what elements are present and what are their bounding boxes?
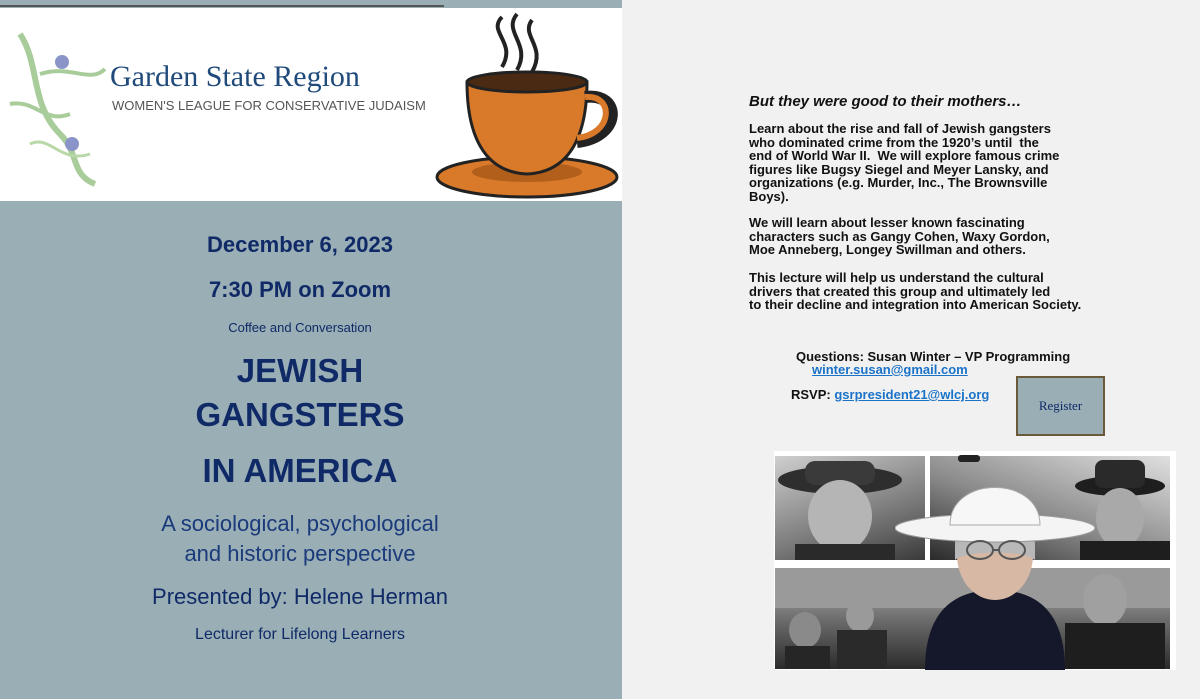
event-title-line3: IN AMERICA xyxy=(202,452,398,489)
event-date: December 6, 2023 xyxy=(207,232,393,257)
presenter-webcam xyxy=(895,450,1095,670)
tagline: But they were good to their mothers… xyxy=(749,93,1022,110)
presenter-role: Lecturer for Lifelong Learners xyxy=(195,626,405,643)
questions-contact: Questions: Susan Winter – VP Programming xyxy=(796,349,1071,364)
top-rule-dark xyxy=(0,5,444,7)
event-title-line2: GANGSTERS xyxy=(195,396,405,433)
rsvp-email-link[interactable]: gsrpresident21@wlcj.org xyxy=(834,387,990,402)
presenter: Presented by: Helene Herman xyxy=(152,584,448,609)
event-time: 7:30 PM on Zoom xyxy=(208,277,392,302)
vine-logo-icon xyxy=(0,14,115,189)
register-button[interactable]: Register xyxy=(1016,376,1105,436)
event-series: Coffee and Conversation xyxy=(228,320,372,335)
description-para1: Learn about the rise and fall of Jewish gangsters who dominated crime from the 1920’s until the end of World War II. We will explore famous crime figures like Bugsy Siegel and Meyer Lansky, and organizations (e.g. Murder, Inc., The Brownsville Boys). xyxy=(749,121,1060,204)
event-title-line1: JEWISH xyxy=(236,352,364,389)
questions-email-link[interactable]: winter.susan@gmail.com xyxy=(812,362,968,377)
subtitle-line1: A sociological, psychological xyxy=(161,511,439,536)
top-rule xyxy=(0,0,622,4)
description-para3: This lecture will help us understand the cultural drivers that created this group and ultimately led to their decline and integration into American Society. xyxy=(749,270,1082,312)
org-subtitle: WOMEN'S LEAGUE FOR CONSERVATIVE JUDAISM xyxy=(112,98,426,113)
coffee-cup-icon xyxy=(432,12,622,200)
rsvp-label: RSVP: xyxy=(791,387,835,402)
subtitle-line2: and historic perspective xyxy=(184,541,416,566)
description-para2: We will learn about lesser known fascinating characters such as Gangy Cohen, Waxy Gordon, Moe Anneberg, Longey Swillman and others. xyxy=(749,215,1050,257)
event-subtitle xyxy=(0,509,600,569)
org-name: Garden State Region xyxy=(110,60,360,93)
rsvp-line xyxy=(791,387,989,402)
